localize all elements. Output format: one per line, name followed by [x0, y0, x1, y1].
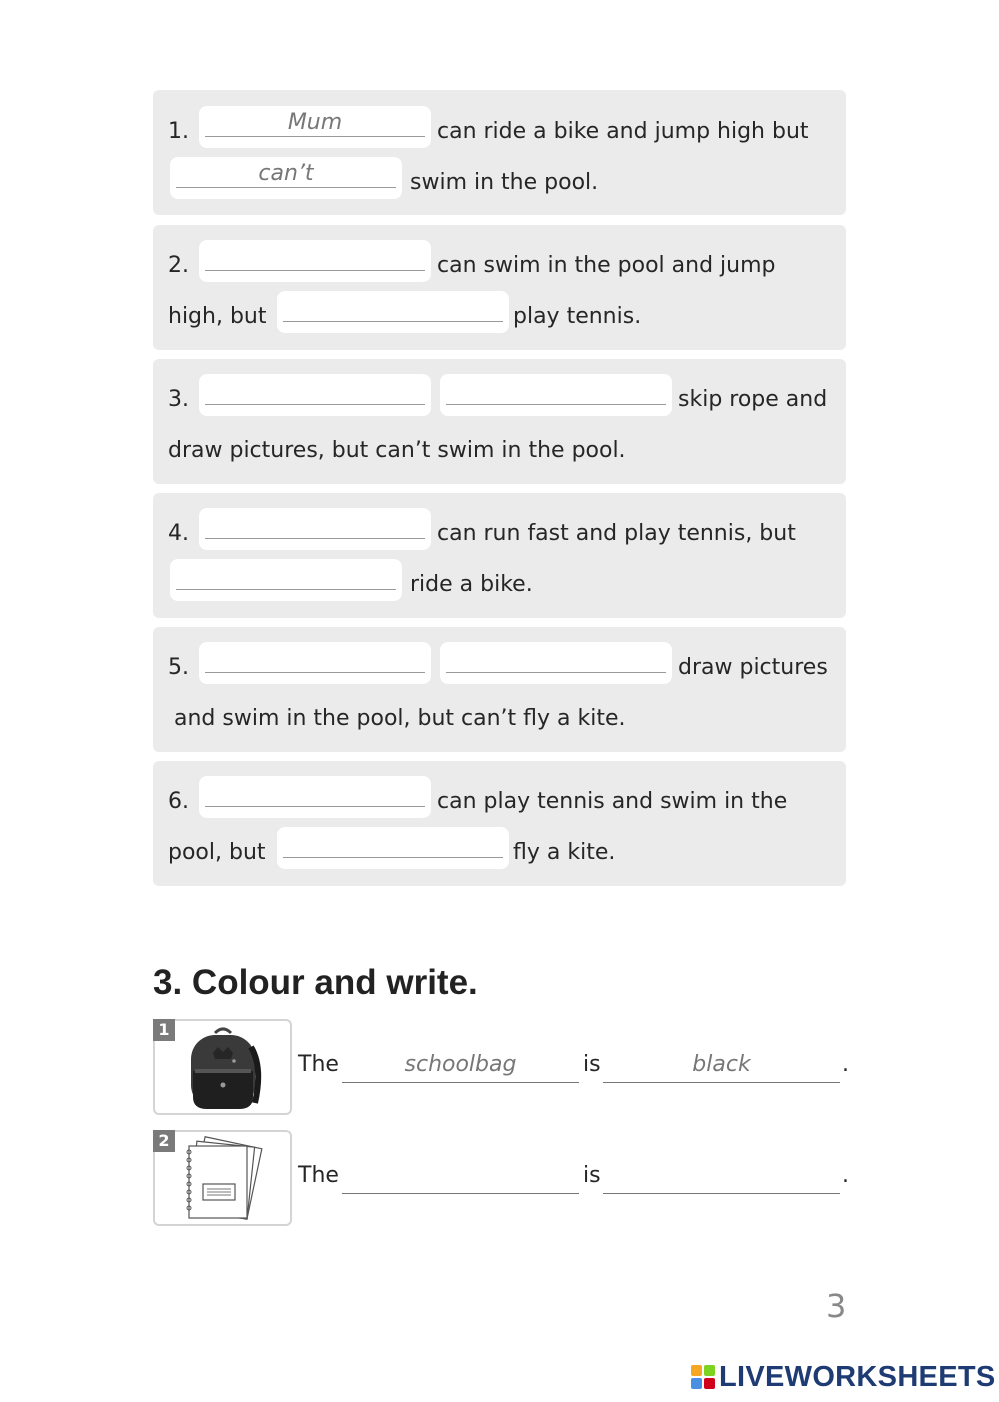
sentence-text: can play tennis and swim in the: [437, 789, 788, 814]
exercise-item-6: [153, 761, 846, 886]
item-number: 6.: [168, 789, 189, 814]
sentence-text: play tennis.: [513, 304, 642, 329]
sentence-is: is: [583, 1163, 601, 1188]
item-number: 4.: [168, 521, 189, 546]
sentence-period: .: [842, 1163, 849, 1188]
exercise-item-2: [153, 225, 846, 350]
answer-text: schoolbag: [404, 1052, 517, 1077]
answer-text: [176, 561, 396, 591]
exercise-item-3: [153, 359, 846, 484]
notebooks-icon: [155, 1132, 290, 1224]
answer-blank[interactable]: [342, 1048, 579, 1083]
answer-text: [205, 510, 425, 540]
brand-name: LIVEWORKSHEETS: [719, 1360, 996, 1393]
picture-frame: [153, 1019, 292, 1115]
sentence-the: The: [298, 1163, 339, 1188]
answer-text: [446, 376, 666, 406]
answer-text: [205, 778, 425, 808]
answer-blank[interactable]: [603, 1159, 840, 1194]
sentence-text: ride a bike.: [410, 572, 533, 597]
answer-field[interactable]: [170, 559, 402, 601]
sentence-text: draw pictures: [678, 655, 828, 680]
sentence-period: .: [842, 1052, 849, 1077]
answer-text: [446, 644, 666, 674]
schoolbag-icon: [155, 1021, 290, 1113]
answer-text: [283, 829, 503, 859]
answer-text: [283, 293, 503, 323]
sentence-text: fly a kite.: [513, 840, 616, 865]
item-number: 5.: [168, 655, 189, 680]
sentence-text: can run fast and play tennis, but: [437, 521, 796, 546]
sentence-text: can swim in the pool and jump: [437, 253, 776, 278]
sentence-text: swim in the pool.: [410, 170, 599, 195]
answer-field[interactable]: [199, 374, 431, 416]
section-heading: 3. Colour and write.: [153, 963, 478, 1002]
answer-field[interactable]: [440, 374, 672, 416]
exercise-item-4: [153, 493, 846, 618]
item-number: 3.: [168, 387, 189, 412]
sentence-the: The: [298, 1052, 339, 1077]
sentence-text: draw pictures, but can’t swim in the pool.: [168, 438, 626, 463]
item-number: 2.: [168, 253, 189, 278]
picture-frame: [153, 1130, 292, 1226]
answer-text: [205, 242, 425, 272]
answer-field[interactable]: [277, 827, 509, 869]
sentence-text: can ride a bike and jump high but: [437, 119, 809, 144]
answer-text: can’t: [258, 161, 314, 186]
exercise-item-5: [153, 627, 846, 752]
sentence-text: pool, but: [168, 840, 266, 865]
answer-text: [205, 376, 425, 406]
exercise-item-1: [153, 90, 846, 215]
answer-blank[interactable]: [603, 1048, 840, 1083]
answer-text: [205, 644, 425, 674]
sentence-is: is: [583, 1052, 601, 1077]
answer-field[interactable]: [199, 776, 431, 818]
answer-text: Mum: [287, 110, 343, 135]
sentence-text: high, but: [168, 304, 267, 329]
answer-field[interactable]: [440, 642, 672, 684]
item-number: 1.: [168, 119, 189, 144]
answer-field[interactable]: [199, 508, 431, 550]
liveworksheets-logo-icon: [691, 1365, 715, 1389]
answer-field[interactable]: [170, 157, 402, 199]
answer-field[interactable]: [199, 106, 431, 148]
answer-blank[interactable]: [342, 1159, 579, 1194]
answer-text: black: [692, 1052, 751, 1077]
sentence-text: and swim in the pool, but can’t fly a kite.: [174, 706, 626, 731]
brand-logo[interactable]: [691, 1360, 996, 1394]
number-badge: 1: [153, 1019, 175, 1041]
answer-field[interactable]: [277, 291, 509, 333]
answer-field[interactable]: [199, 642, 431, 684]
page-number: 3: [826, 1287, 847, 1325]
sentence-text: skip rope and: [678, 387, 828, 412]
answer-field[interactable]: [199, 240, 431, 282]
number-badge: 2: [153, 1130, 175, 1152]
